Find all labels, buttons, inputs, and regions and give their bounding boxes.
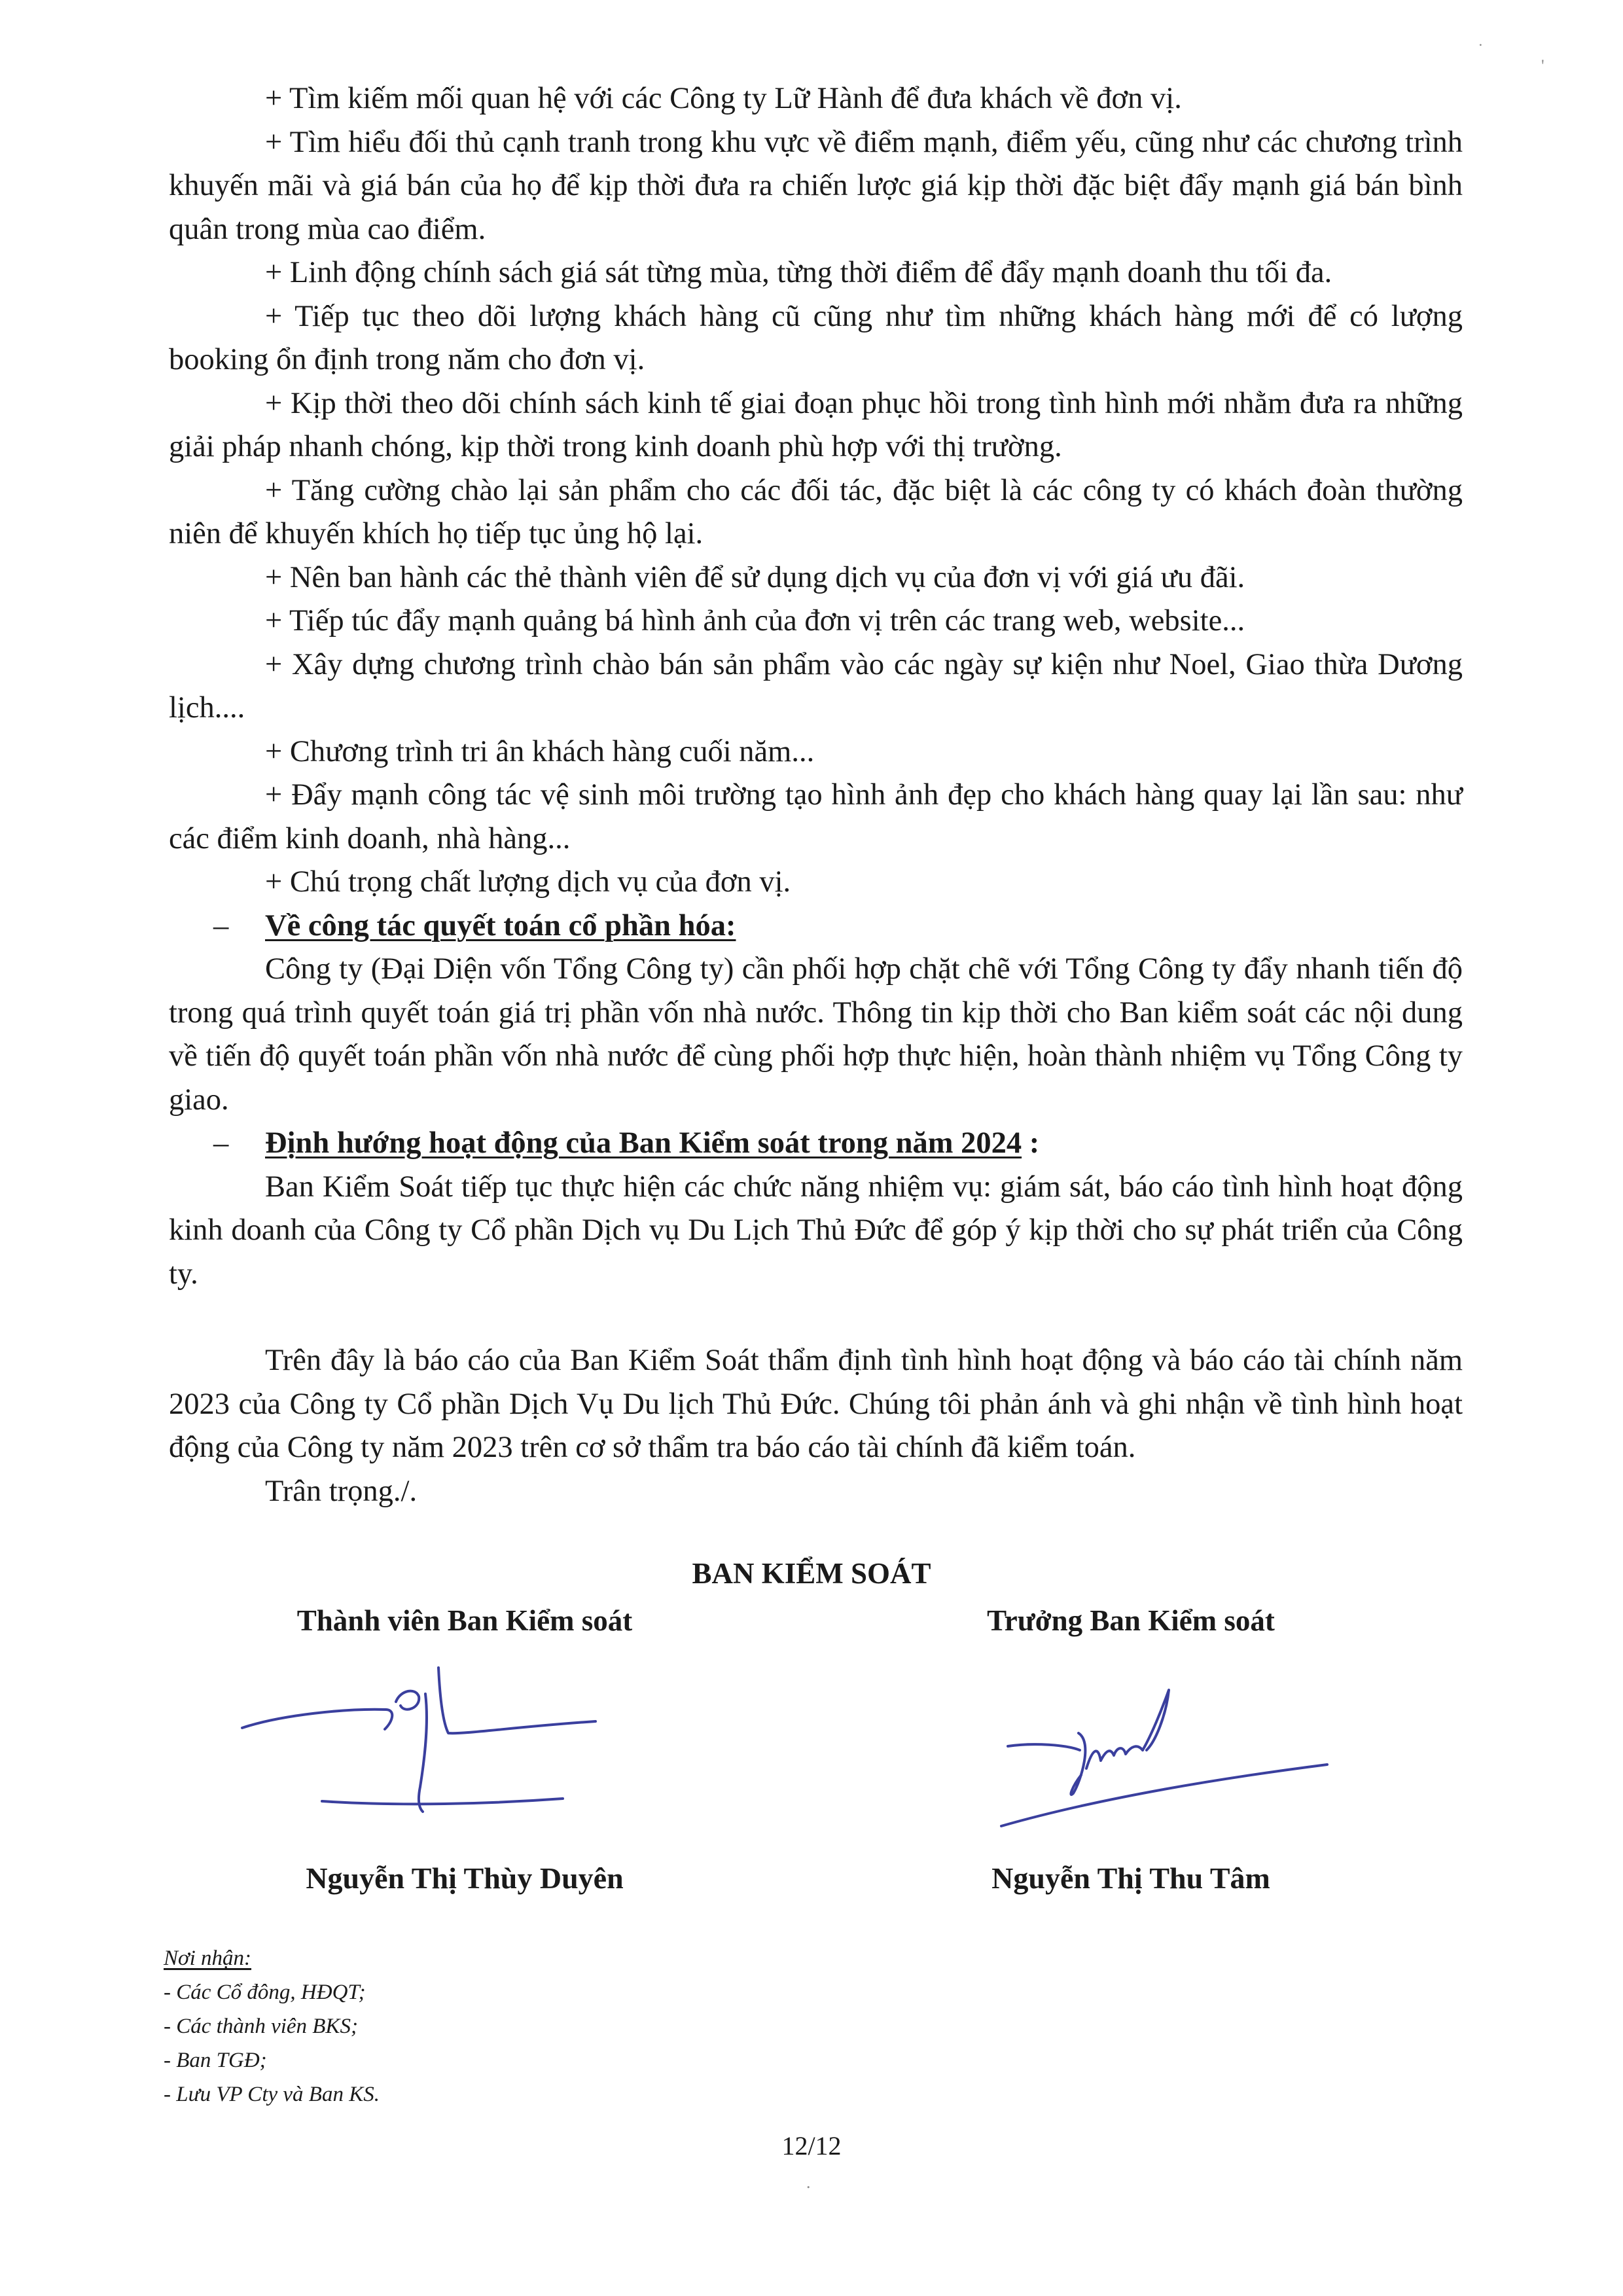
right-signer-name: Nguyễn Thị Thu Tâm [991, 1861, 1270, 1895]
section-dash: – [213, 1126, 229, 1160]
body-paragraph: + Tìm kiếm mối quan hệ với các Công ty Lữ Hành để đưa khách về đơn vị. [265, 82, 1182, 115]
section-title: Định hướng hoạt động của Ban Kiểm soát trong năm 2024 [265, 1126, 1022, 1160]
body-paragraph: + Chú trọng chất lượng dịch vụ của đơn vị. [265, 865, 791, 899]
body-paragraph: + Linh động chính sách giá sát từng mùa, từng thời điểm để đẩy mạnh doanh thu tối đa. [265, 256, 1332, 289]
recipient-item: - Các Cổ đông, HĐQT; [164, 1981, 366, 2004]
recipients-block [164, 1941, 380, 2111]
right-signature [995, 1682, 1335, 1839]
body-paragraph: + Nên ban hành các thẻ thành viên để sử dụng dịch vụ của đơn vị với giá ưu đãi. [265, 560, 1245, 594]
body-paragraph: + Chương trình tri ân khách hàng cuối năm... [265, 734, 815, 768]
left-signature [229, 1656, 648, 1826]
report-body [169, 77, 1463, 1513]
section-dash: – [213, 908, 229, 942]
right-signer-role: Trưởng Ban Kiểm soát [987, 1604, 1275, 1637]
body-paragraph: Trân trọng./. [265, 1474, 418, 1508]
recipient-item: - Lưu VP Cty và Ban KS. [164, 2083, 380, 2106]
body-paragraph: Ban Kiểm Soát tiếp tục thực hiện các chức năng nhiệm vụ: giám sát, báo cáo tình hình hoạt động kinh doanh của Công ty Cổ phần Dịch vụ Du Lịch Thủ Đức để góp ý kịp thời cho sự phát triển của Công ty. [169, 1170, 1463, 1291]
body-paragraph: + Tiếp túc đẩy mạnh quảng bá hình ảnh của đơn vị trên các trang web, website... [265, 604, 1245, 637]
body-paragraph: + Tăng cường chào lại sản phẩm cho các đối tác, đặc biệt là các công ty có khách đoàn thường niên để khuyến khích họ tiếp tục ủng hộ lại. [169, 473, 1463, 550]
body-paragraph: + Tìm hiểu đối thủ cạnh tranh trong khu vực về điểm mạnh, điểm yếu, cũng như các chương trình khuyến mãi và giá bán của họ để kịp thời đưa ra chiến lược giá kịp thời đặc biệt đẩy mạnh giá bán bình quân trong mùa cao điểm. [169, 125, 1463, 246]
section-title: Về công tác quyết toán cổ phần hóa: [265, 908, 736, 942]
scan-speck: ˙ [1478, 41, 1484, 60]
paragraph-gap [169, 1296, 1463, 1339]
scan-speck: ' [1541, 56, 1544, 75]
board-title: BAN KIỂM SOÁT [692, 1557, 931, 1590]
recipient-item: - Các thành viên BKS; [164, 2015, 358, 2038]
section-heading [169, 1122, 1463, 1166]
left-signer-role: Thành viên Ban Kiểm soát [296, 1604, 633, 1637]
section-heading [169, 905, 1463, 948]
body-paragraph: + Tiếp tục theo dõi lượng khách hàng cũ cũng như tìm những khách hàng mới để có lượng booking ổn định trong năm cho đơn vị. [169, 299, 1463, 376]
page-number: 12/12 [781, 2131, 842, 2161]
body-paragraph: + Kịp thời theo dõi chính sách kinh tế giai đoạn phục hồi trong tình hình mới nhằm đưa ra những giải pháp nhanh chóng, kịp thời trong kinh doanh phù hợp với thị trường. [169, 386, 1463, 463]
left-signer-name: Nguyễn Thị Thùy Duyên [306, 1861, 624, 1895]
body-paragraph: Trên đây là báo cáo của Ban Kiểm Soát thẩm định tình hình hoạt động và báo cáo tài chính năm 2023 của Công ty Cổ phần Dịch Vụ Du lịch Thủ Đức. Chúng tôi phản ánh và ghi nhận về tình hình hoạt động của Công ty năm 2023 trên cơ sở thẩm tra báo cáo tài chính đã kiểm toán. [169, 1344, 1463, 1464]
section-suffix: : [1022, 1126, 1040, 1160]
body-paragraph: + Xây dựng chương trình chào bán sản phẩm vào các ngày sự kiện như Noel, Giao thừa Dương lịch.... [169, 647, 1463, 725]
recipient-item: - Ban TGĐ; [164, 2049, 267, 2072]
scan-speck: . [806, 2173, 811, 2192]
recipients-heading: Nơi nhận: [164, 1946, 252, 1970]
body-paragraph: Công ty (Đại Diện vốn Tổng Công ty) cần phối hợp chặt chẽ với Tổng Công ty đẩy nhanh tiến độ trong quá trình quyết toán giá trị phần vốn nhà nước. Thông tin kịp thời cho Ban kiểm soát các nội dung về tiến độ quyết toán phần vốn nhà nước để cùng phối hợp thực hiện, hoàn thành nhiệm vụ Tổng Công ty giao. [169, 952, 1463, 1117]
body-paragraph: + Đẩy mạnh công tác vệ sinh môi trường tạo hình ảnh đẹp cho khách hàng quay lại lần sau: như các điểm kinh doanh, nhà hàng... [169, 778, 1463, 855]
